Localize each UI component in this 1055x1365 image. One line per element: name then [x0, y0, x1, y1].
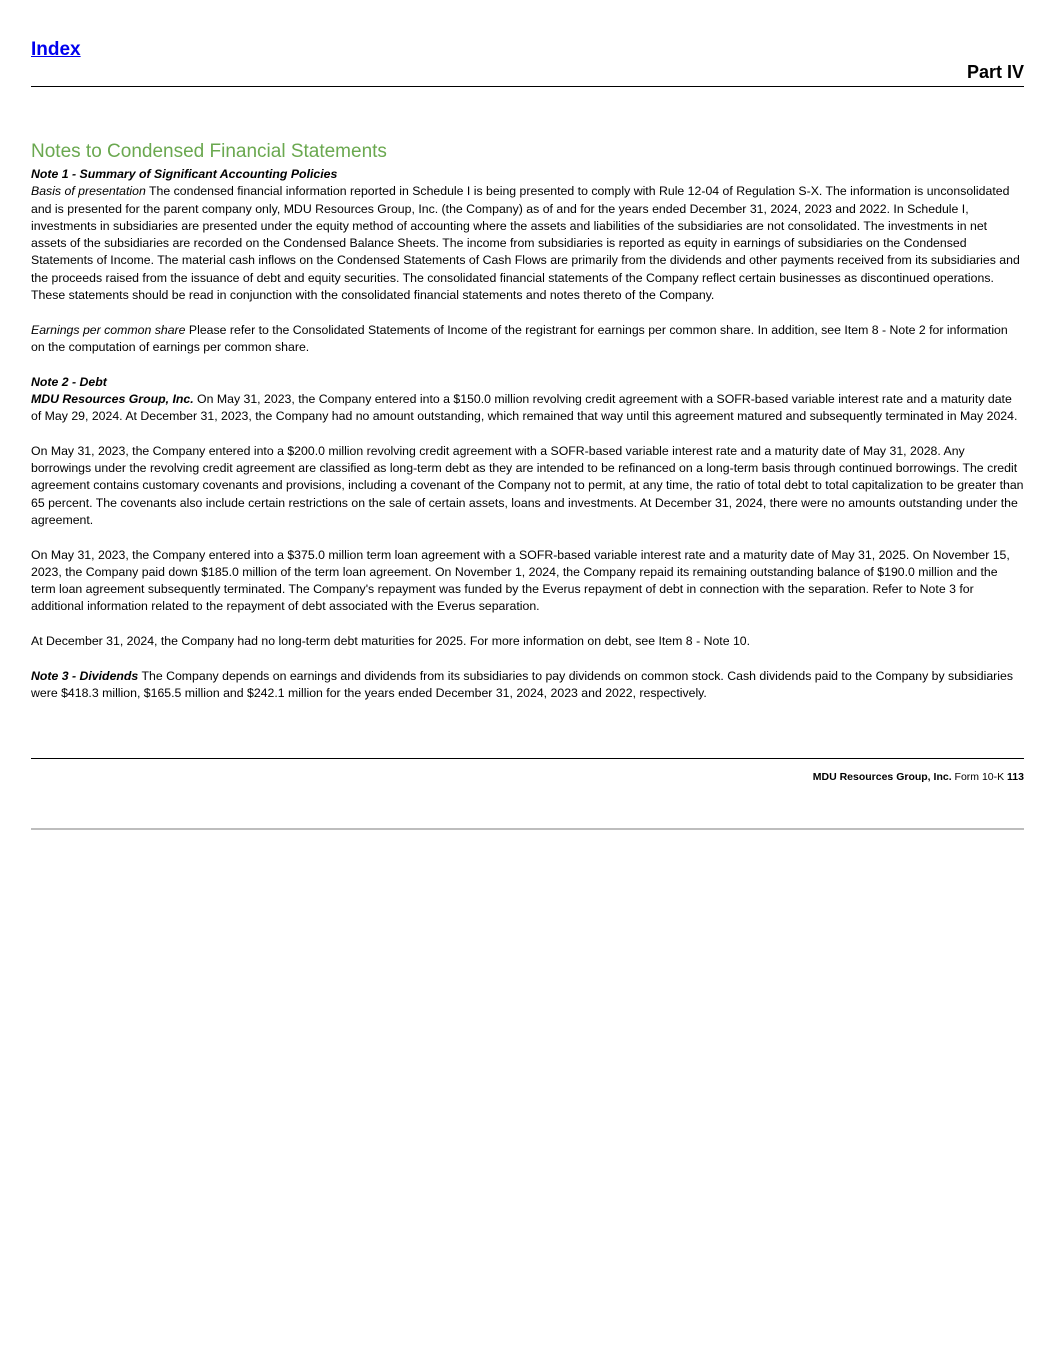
note3-heading: Note 3 - Dividends [31, 668, 139, 683]
note2-heading: Note 2 - Debt [31, 374, 107, 389]
note1-basis-paragraph [31, 183, 1024, 304]
note2-paragraph-1 [31, 391, 1024, 426]
eps-text: Please refer to the Consolidated Statements of Income of the registrant for earnings per common share. In addition, see Item 8 - Note 2 for information on the computation of earnings per common share. [31, 322, 1008, 354]
basis-label: Basis of presentation [31, 184, 146, 199]
footer-company: MDU Resources Group, Inc. [812, 771, 952, 783]
footer-page-number: 113 [1007, 771, 1024, 783]
note1-eps-paragraph [31, 322, 1024, 357]
company-label: MDU Resources Group, Inc. [31, 391, 194, 406]
page-footer [813, 771, 1024, 783]
note2-para1-text: On May 31, 2023, the Company entered into a $150.0 million revolving credit agreement with a SOFR-based variable interest rate and a maturity date of May 29, 2024. At December 31, 2023, the Company had no amount outstanding, which remained that way until this agreement matured and subsequently terminated in May 2024. [31, 391, 1018, 424]
part-label: Part IV [966, 62, 1024, 82]
notes-body [31, 166, 1024, 702]
footer-divider [31, 758, 1024, 759]
note2-paragraph-4: At December 31, 2024, the Company had no long-term debt maturities for 2025. For more information on debt, see Item 8 - Note 10. [31, 634, 751, 649]
footer-form: Form 10-K [951, 771, 1008, 783]
note1-heading: Note 1 - Summary of Significant Accounting Policies [31, 167, 338, 181]
eps-label: Earnings per common share [31, 322, 186, 337]
note2-paragraph-2: On May 31, 2023, the Company entered into a $200.0 million revolving credit agreement with a SOFR-based variable interest rate and a maturity date of May 31, 2028. Any borrowings under the revolving credit agreement are classified as long-term debt as they are intended to be refinanced on a long-term basis through continued borrowings. The credit agreement contains customary covenants and provisions, including a covenant of the Company not to permit, at any time, the ratio of total debt to total capitalization to be greater than 65 percent. The covenants also include certain restrictions on the sale of certain assets, loans and investments. At December 31, 2024, there were no amounts outstanding under the agreement. [31, 443, 1024, 527]
section-title: Notes to Condensed Financial Statements [31, 141, 387, 162]
note3-text: The Company depends on earnings and dividends from its subsidiaries to pay dividends on common stock. Cash dividends paid to the Company by subsidiaries were $418.3 million, $165.5 million and $242.1 million for the years ended December 31, 2024, 2023 and 2022, respectively. [31, 668, 1013, 700]
index-link[interactable]: Index [31, 39, 81, 60]
note3-paragraph [31, 668, 1024, 703]
basis-text: The condensed financial information reported in Schedule I is being presented to comply with Rule 12-04 of Regulation S-X. The information is unconsolidated and is presented for the parent company only, MDU Resources Group, Inc. (the Company) as of and for the years ended December 31, 2024, 2023 and 2022. In Schedule I, investments in subsidiaries are presented under the equity method of accounting where the assets and liabilities of the subsidiaries are not consolidated. The investments in net assets of the subsidiaries are recorded on the Condensed Balance Sheets. The income from subsidiaries is reported as equity in earnings of subsidiaries on the Condensed Statements of Income. The material cash inflows on the Condensed Statements of Cash Flows are primarily from the dividends and other payments received from its subsidiaries and the proceeds raised from the issuance of debt and equity securities. The consolidated financial statements of the Company reflect certain businesses as discontinued operations. These statements should be read in conjunction with the consolidated financial statements and notes thereto of the Company. [31, 184, 1020, 303]
page-end-divider [31, 828, 1024, 830]
note2-paragraph-3: On May 31, 2023, the Company entered into a $375.0 million term loan agreement with a SOFR-based variable interest rate and a maturity date of May 31, 2025. On November 15, 2023, the Company paid down $185.0 million of the term loan agreement. On November 1, 2024, the Company repaid its remaining outstanding balance of $190.0 million and the term loan agreement subsequently terminated. The Company's repayment was funded by the Everus repayment of debt in connection with the separation. Refer to Note 3 for additional information related to the repayment of debt associated with the Everus separation. [31, 547, 1010, 614]
header-divider [31, 86, 1024, 87]
